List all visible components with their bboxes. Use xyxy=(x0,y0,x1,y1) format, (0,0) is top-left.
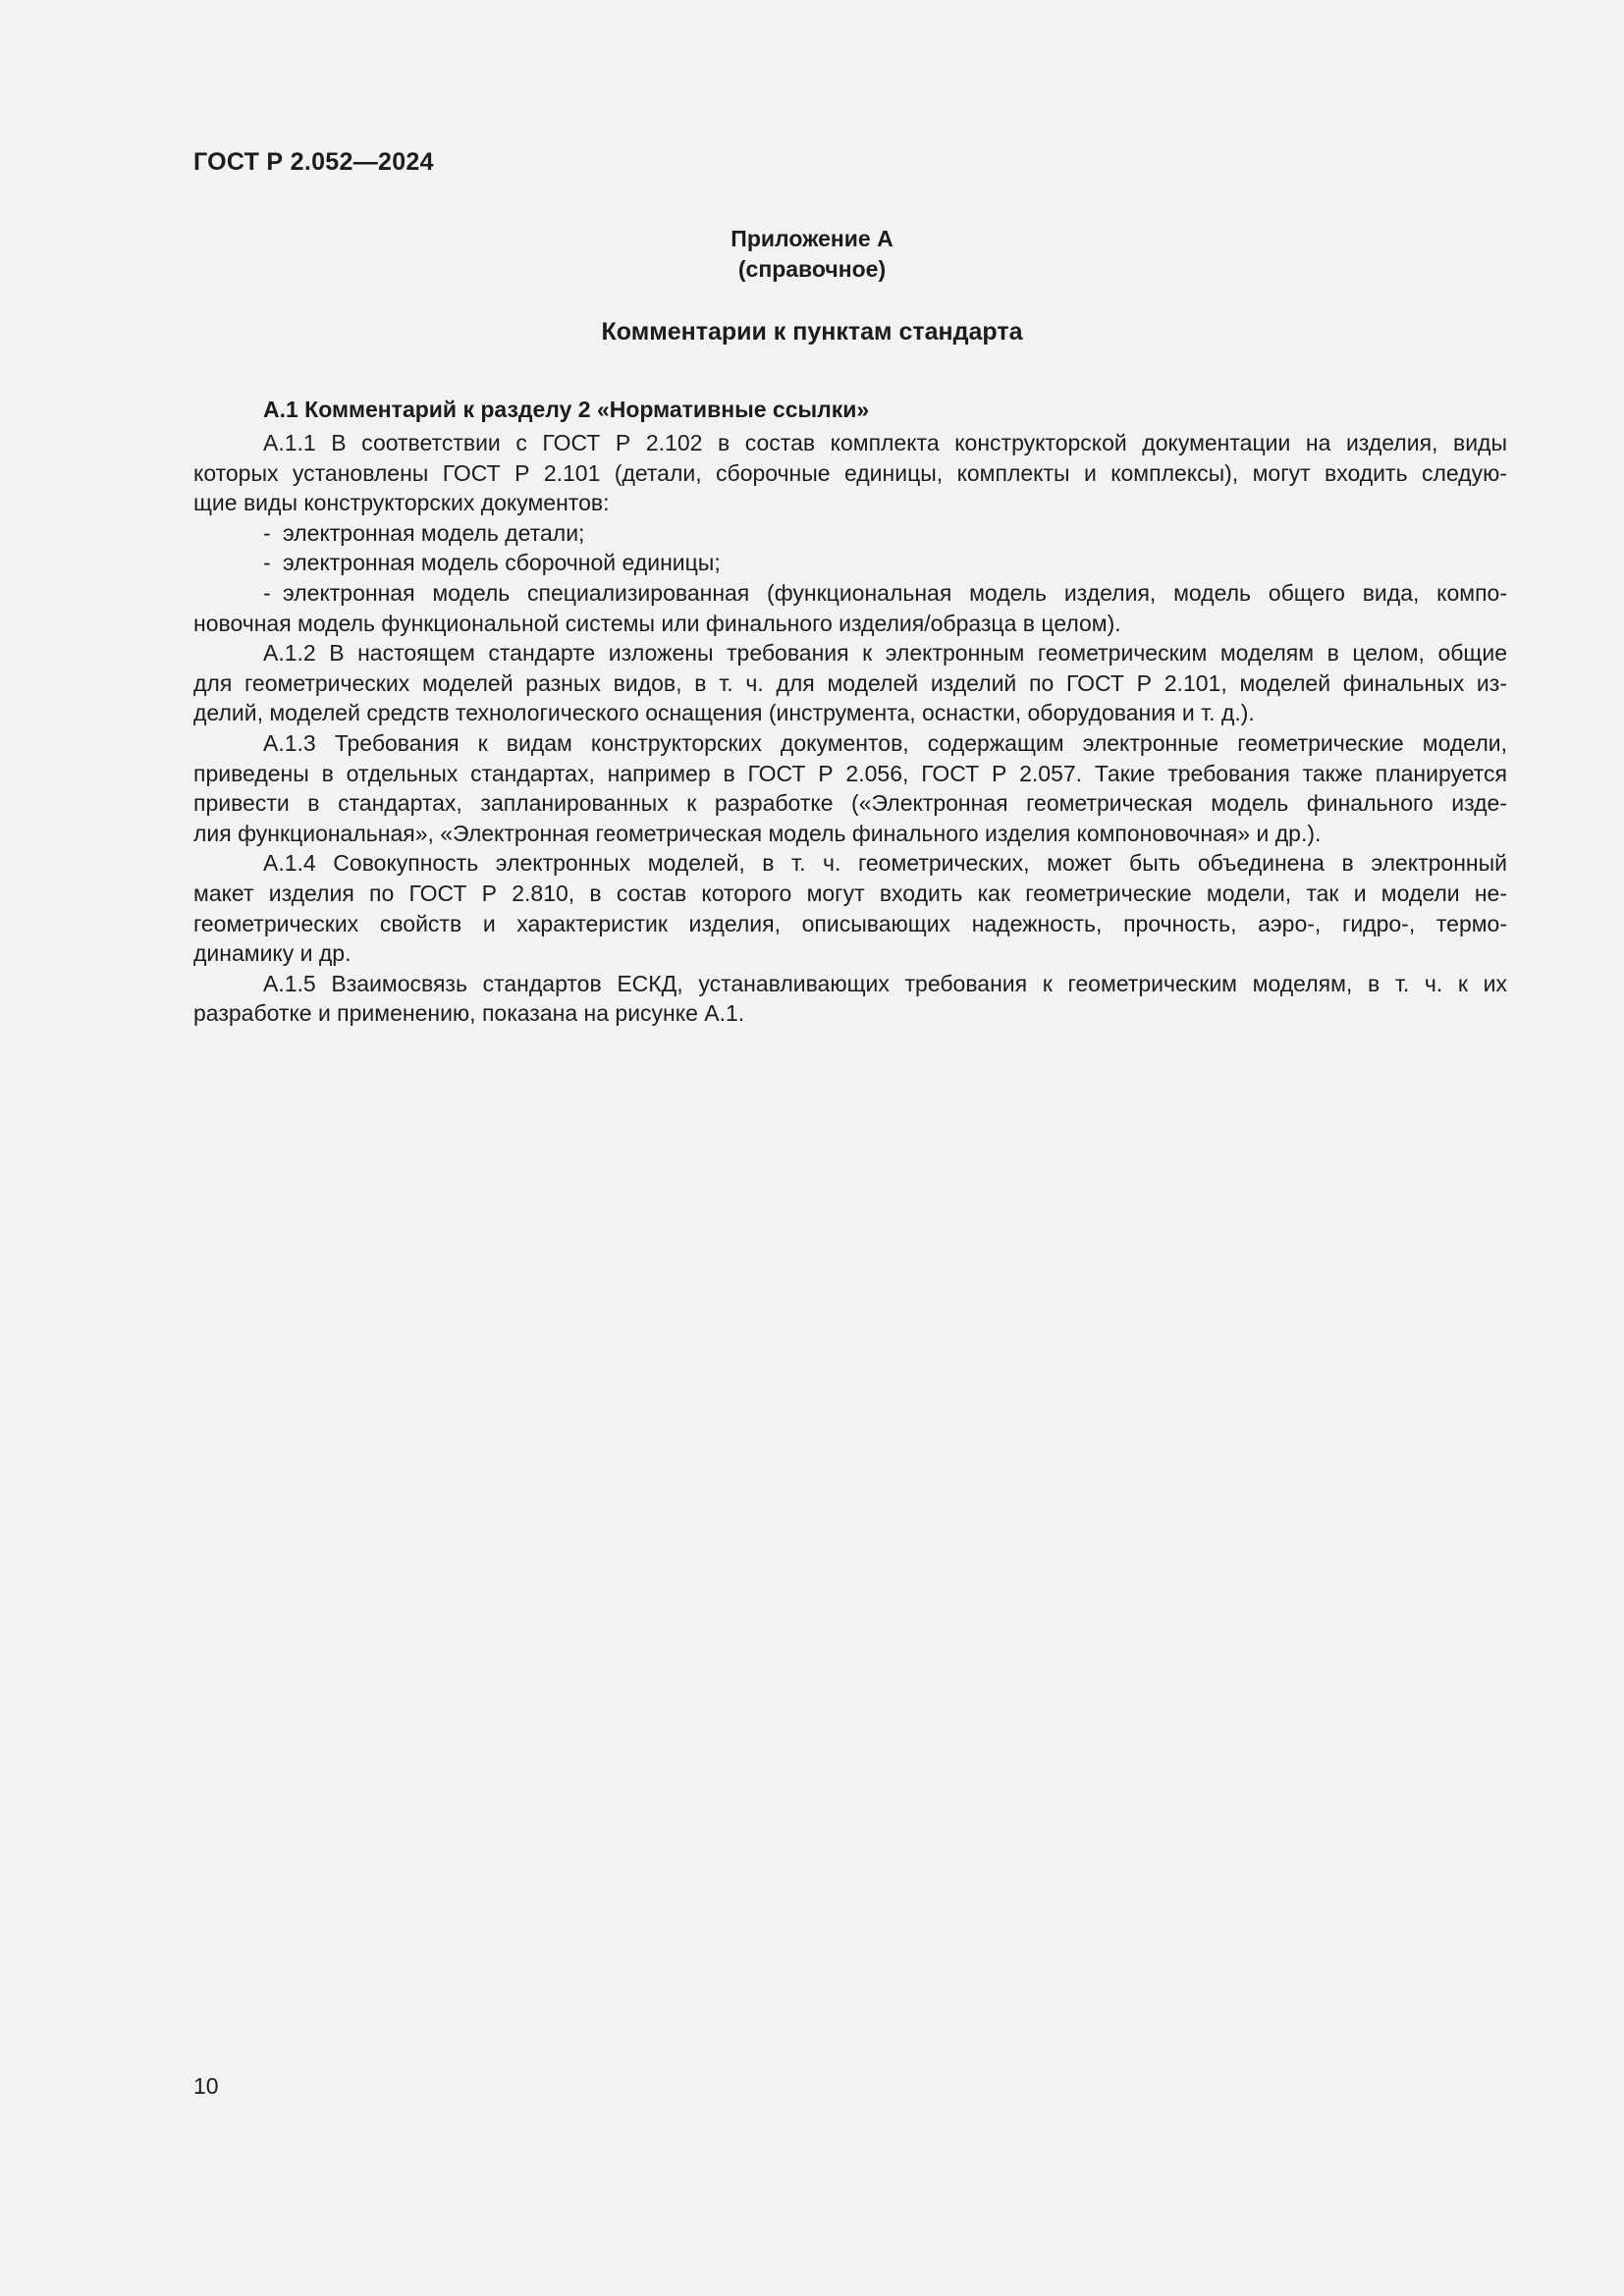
paragraph-a-1-3 xyxy=(193,728,1507,848)
paragraph-a-1-1 xyxy=(193,428,1507,518)
dash-marker: - xyxy=(263,579,271,606)
appendix-label: Приложение А xyxy=(731,226,893,251)
paragraph-a-1-5 xyxy=(193,969,1507,1029)
text-line: лия функциональная», «Электронная геометрическая модель финального изделия компоновочная» и др.). xyxy=(193,820,1322,846)
section-heading: А.1 Комментарий к разделу 2 «Нормативные ссылки» xyxy=(263,397,870,422)
list-item xyxy=(193,518,1507,549)
paragraph-a-1-2 xyxy=(193,638,1507,728)
text-line: делий, моделей средств технологического оснащения (инструмента, оснастки, оборудования и т. д.). xyxy=(193,700,1255,726)
text-line: разработке и применению, показана на рисунке А.1. xyxy=(193,1000,745,1027)
document-body xyxy=(193,392,1507,1029)
bullet-list xyxy=(193,518,1507,638)
dash-marker: - xyxy=(263,550,271,576)
appendix-kind: (справочное) xyxy=(737,256,887,282)
text-line: А.1.5 Взаимосвязь стандартов ЕСКД, устанавливающих требования к геометрическим моделям, в т. ч. к их xyxy=(263,970,1507,996)
dash-marker: - xyxy=(263,519,271,546)
text-line: А.1.4 Совокупность электронных моделей, в т. ч. геометрических, может быть объединена в электронный xyxy=(263,850,1507,877)
list-item-text: электронная модель детали; xyxy=(283,519,585,546)
appendix-title: Комментарии к пунктам стандарта xyxy=(601,318,1023,346)
text-line: А.1.1 В соответствии с ГОСТ Р 2.102 в состав комплекта конструкторской документации на изделия, виды xyxy=(263,430,1507,455)
text-line: А.1.3 Требования к видам конструкторских документов, содержащим электронные геометрические модели, xyxy=(263,729,1507,756)
list-item xyxy=(193,548,1507,578)
text-line: которых установлены ГОСТ Р 2.101 (детали, сборочные единицы, комплекты и комплексы), могут входить следую- xyxy=(193,459,1507,486)
text-line: макет изделия по ГОСТ Р 2.810, в состав которого могут входить как геометрические модели, так и модели не- xyxy=(193,880,1507,906)
text-line: А.1.2 В настоящем стандарте изложены требования к электронным геометрическим моделям в целом, общие xyxy=(263,640,1507,667)
list-item xyxy=(193,578,1507,609)
text-line: динамику и др. xyxy=(193,940,352,967)
text-line: привести в стандартах, запланированных к разработке («Электронная геометрическая модель финального изде- xyxy=(193,790,1507,817)
text-line: приведены в отдельных стандартах, например в ГОСТ Р 2.056, ГОСТ Р 2.057. Такие требования также планируется xyxy=(193,760,1507,786)
list-item-text: электронная модель специализированная (функциональная модель изделия, модель общего вида, компо- xyxy=(283,579,1507,606)
document-code: ГОСТ Р 2.052—2024 xyxy=(193,148,434,176)
text-line: щие виды конструкторских документов: xyxy=(193,490,610,516)
text-line: для геометрических моделей разных видов, в т. ч. для моделей изделий по ГОСТ Р 2.101, моделей финальных из- xyxy=(193,669,1507,696)
page-number: 10 xyxy=(193,2073,219,2099)
paragraph-a-1-4 xyxy=(193,848,1507,968)
list-item-text: электронная модель сборочной единицы; xyxy=(283,550,721,576)
list-item-continuation: новочная модель функциональной системы или финального изделия/образца в целом). xyxy=(193,610,1121,636)
text-line: геометрических свойств и характеристик изделия, описывающих надежность, прочность, аэро-, гидро-, термо- xyxy=(193,910,1507,936)
